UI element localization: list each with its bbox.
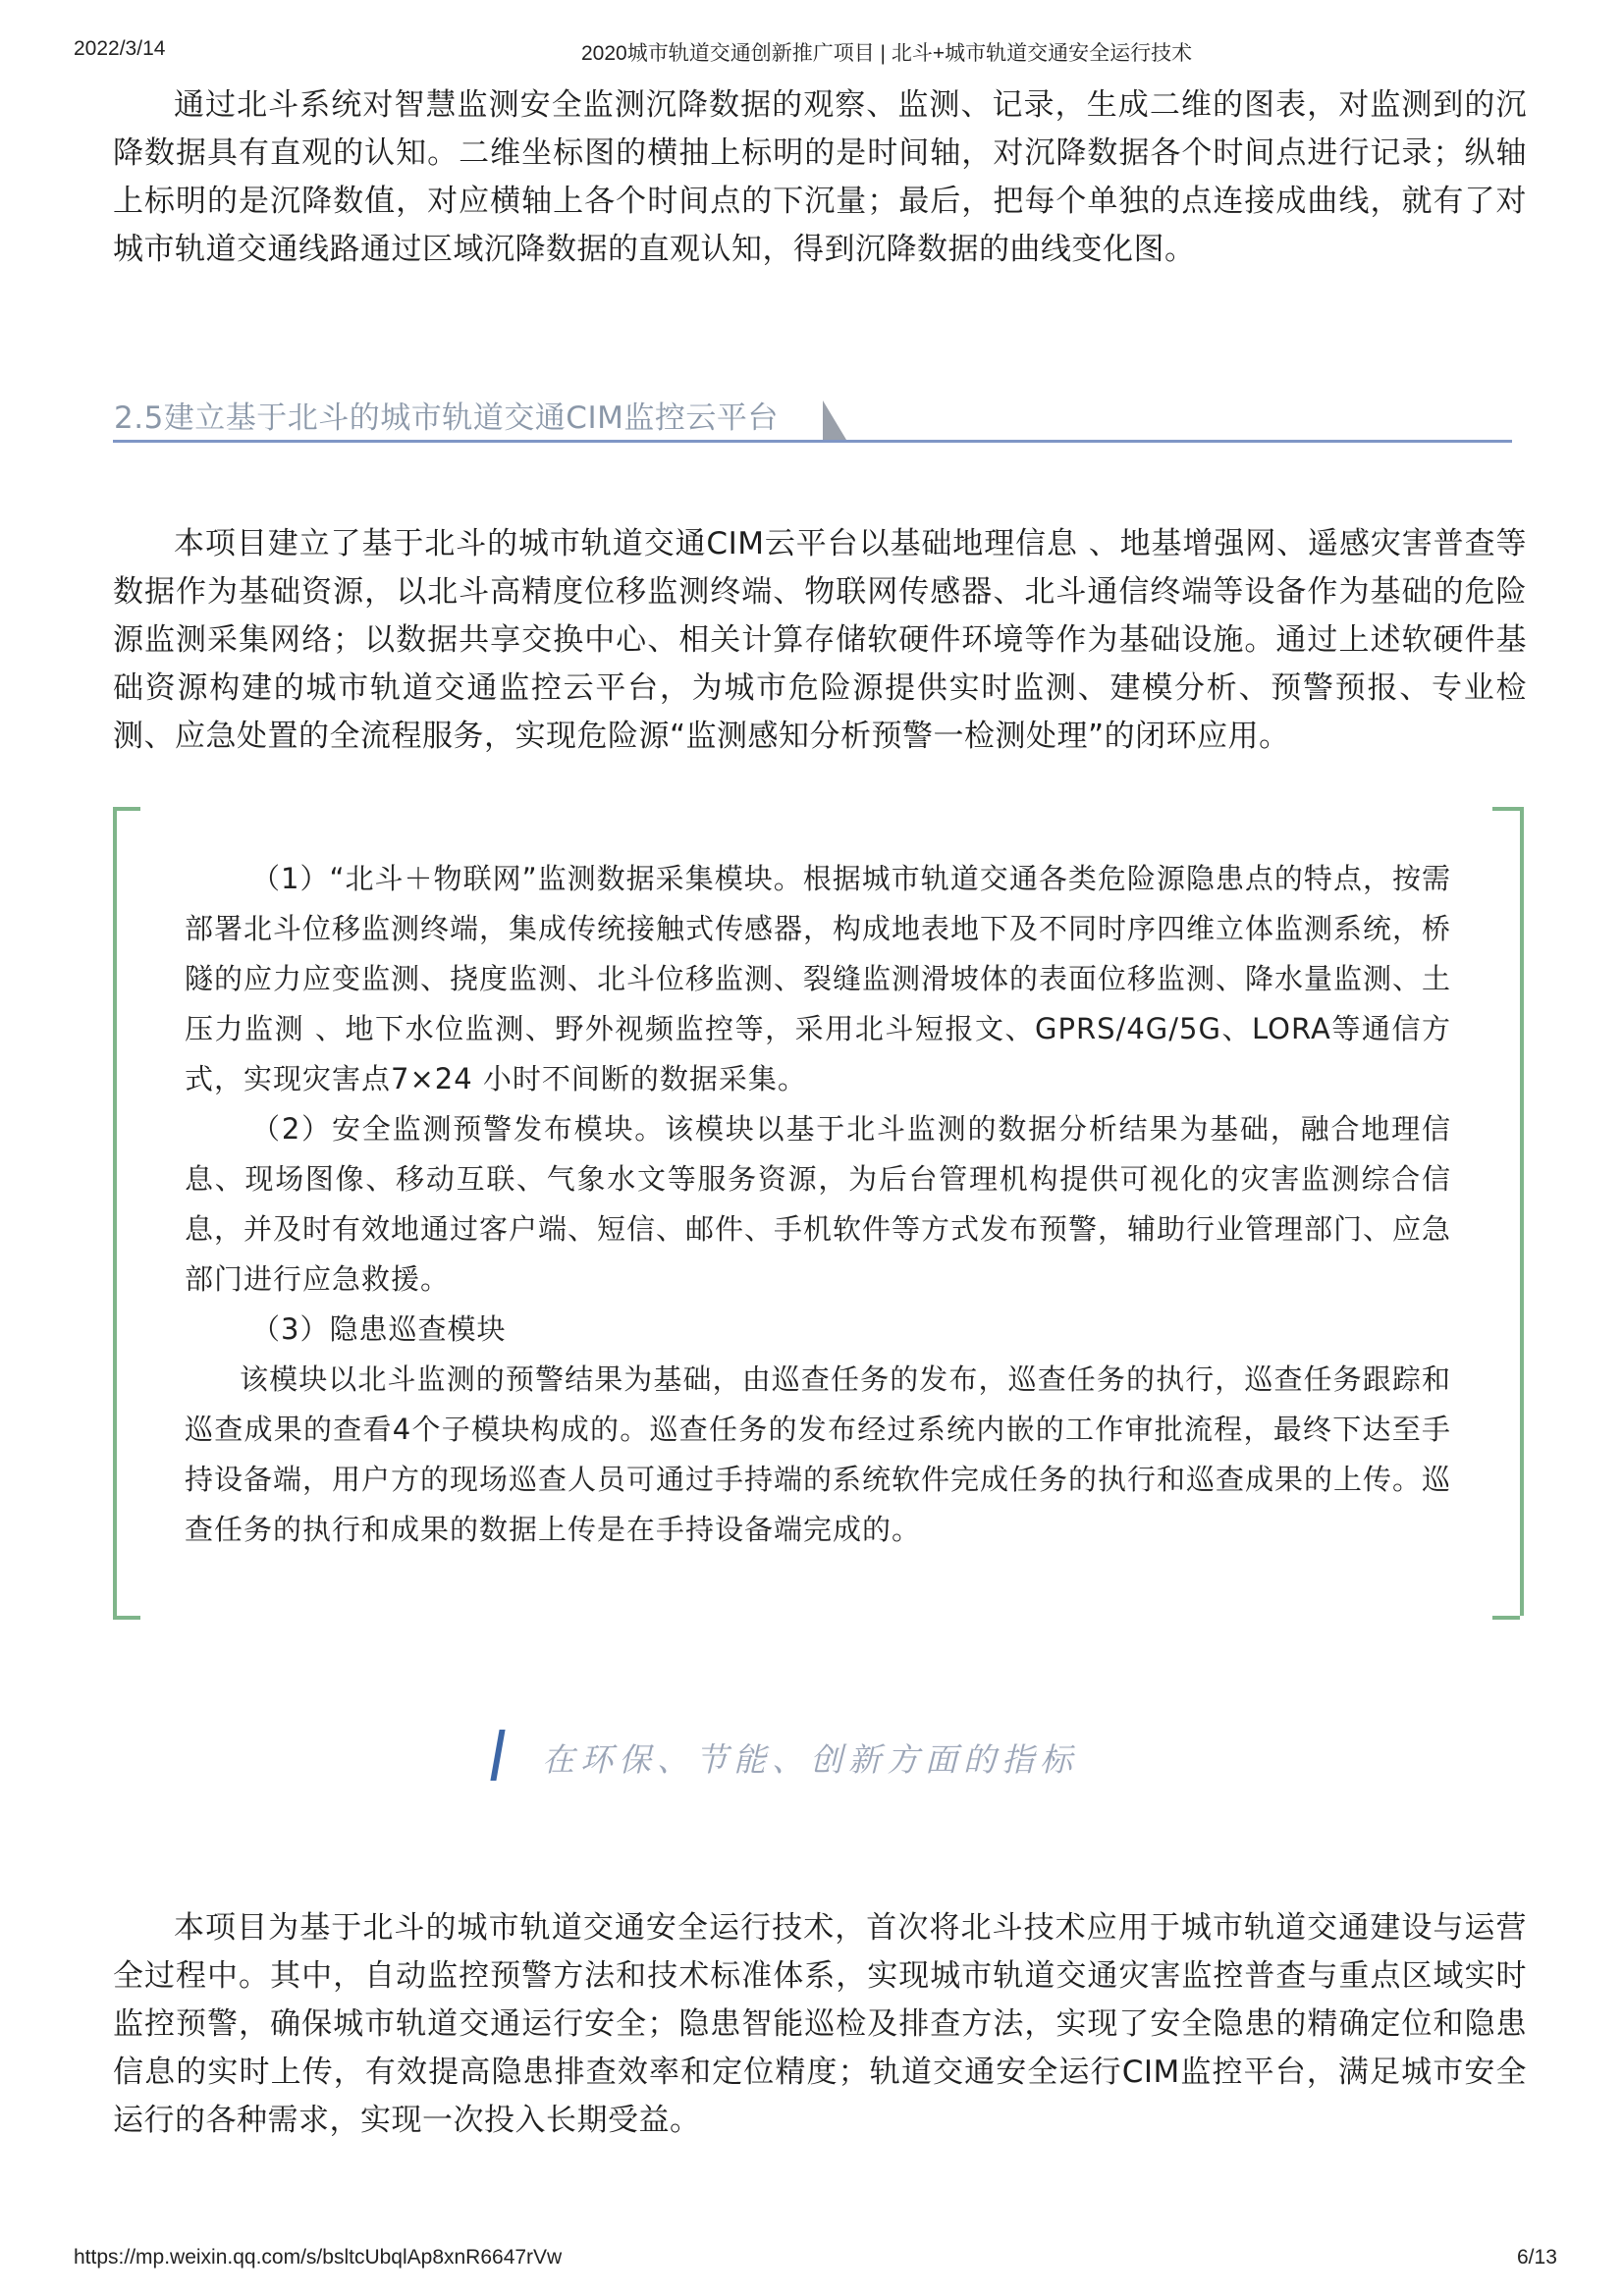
- sub-heading: 在环保、节能、创新方面的指标: [542, 1740, 1078, 1779]
- box-bracket-right: [1520, 807, 1524, 1616]
- box-corner-bottom-left: [113, 1580, 140, 1620]
- page-header-title: 2020城市轨道交通创新推广项目 | 北斗+城市轨道交通安全运行技术: [581, 42, 1193, 65]
- box-corner-top-right: [1492, 807, 1520, 846]
- box-item-patrol-body: 该模块以北斗监测的预警结果为基础，由巡查任务的发布，巡查任务的执行，巡查任务跟踪和巡查成果的查看4个子模块构成的。巡查任务的发布经过系统内嵌的工作审批流程，最终下达至手持设备端，用户方的现场巡查人员可通过手持端的系统软件完成任务的执行和巡查成果的上传。巡查任务的执行和成果的数据上传是在手持设备端完成的。: [185, 1362, 1452, 1546]
- page-number: 6/13: [1517, 2246, 1557, 2269]
- box-corner-bottom-right: [1492, 1580, 1520, 1620]
- section-title-triangle-icon: [823, 400, 846, 440]
- box-item-patrol-title: （3）隐患巡查模块: [251, 1312, 507, 1346]
- paragraph-settlement-data: 通过北斗系统对智慧监测安全监测沉降数据的观察、监测、记录，生成二维的图表，对监测到的沉降数据具有直观的认知。二维坐标图的横抽上标明的是时间轴，对沉降数据各个时间点进行记录；纵轴上标明的是沉降数值，对应横轴上各个时间点的下沉量；最后，把每个单独的点连接成曲线，就有了对城市轨道交通线路通过区域沉降数据的直观认知，得到沉降数据的曲线变化图。: [113, 87, 1527, 267]
- section-title: 2.5建立基于北斗的城市轨道交通CIM监控云平台: [114, 400, 779, 436]
- paragraph-innovation: 本项目为基于北斗的城市轨道交通安全运行技术，首次将北斗技术应用于城市轨道交通建设与运营全过程中。其中，自动监控预警方法和技术标准体系，实现城市轨道交通灾害监控普查与重点区域实时监控预警，确保城市轨道交通运行安全；隐患智能巡检及排查方法，实现了安全隐患的精确定位和隐患信息的实时上传，有效提高隐患排查效率和定位精度；轨道交通安全运行CIM监控平台，满足城市安全运行的各种需求，实现一次投入长期受益。: [113, 1910, 1527, 2138]
- section-title-rule: [113, 440, 1512, 443]
- source-url-link[interactable]: https://mp.weixin.qq.com/s/bsltcUbqlAp8xnR6647rVw: [74, 2246, 563, 2269]
- box-bracket-left: [113, 807, 117, 1616]
- box-corner-top-left: [113, 807, 140, 846]
- box-item-warning-release: （2）安全监测预警发布模块。该模块以基于北斗监测的数据分析结果为基础，融合地理信息、现场图像、移动互联、气象水文等服务资源，为后台管理机构提供可视化的灾害监测综合信息，并及时有效地通过客户端、短信、邮件、手机软件等方式发布预警，辅助行业管理部门、应急部门进行应急救援。: [185, 1112, 1452, 1296]
- sub-heading-bar-icon: [490, 1730, 505, 1781]
- paragraph-cim-platform: 本项目建立了基于北斗的城市轨道交通CIM云平台以基础地理信息 、地基增强网、遥感灾害普查等数据作为基础资源，以北斗高精度位移监测终端、物联网传感器、北斗通信终端等设备作为基础的危险源监测采集网络；以数据共享交换中心、相关计算存储软硬件环境等作为基础设施。通过上述软硬件基础资源构建的城市轨道交通监控云平台，为城市危险源提供实时监测、建模分析、预警预报、专业检测、应急处置的全流程服务，实现危险源“监测感知分析预警一检测处理”的闭环应用。: [113, 526, 1527, 754]
- print-date: 2022/3/14: [74, 37, 166, 60]
- box-item-data-collection: （1）“北斗＋物联网”监测数据采集模块。根据城市轨道交通各类危险源隐患点的特点，按需部署北斗位移监测终端，集成传统接触式传感器，构成地表地下及不同时序四维立体监测系统，桥隧的应力应变监测、挠度监测、北斗位移监测、裂缝监测滑坡体的表面位移监测、降水量监测、土压力监测 、地下水位监测、野外视频监控等，采用北斗短报文、GPRS/4G/5G、LORA等通信方式，实现灾害点7×24 小时不间断的数据采集。: [185, 862, 1452, 1095]
